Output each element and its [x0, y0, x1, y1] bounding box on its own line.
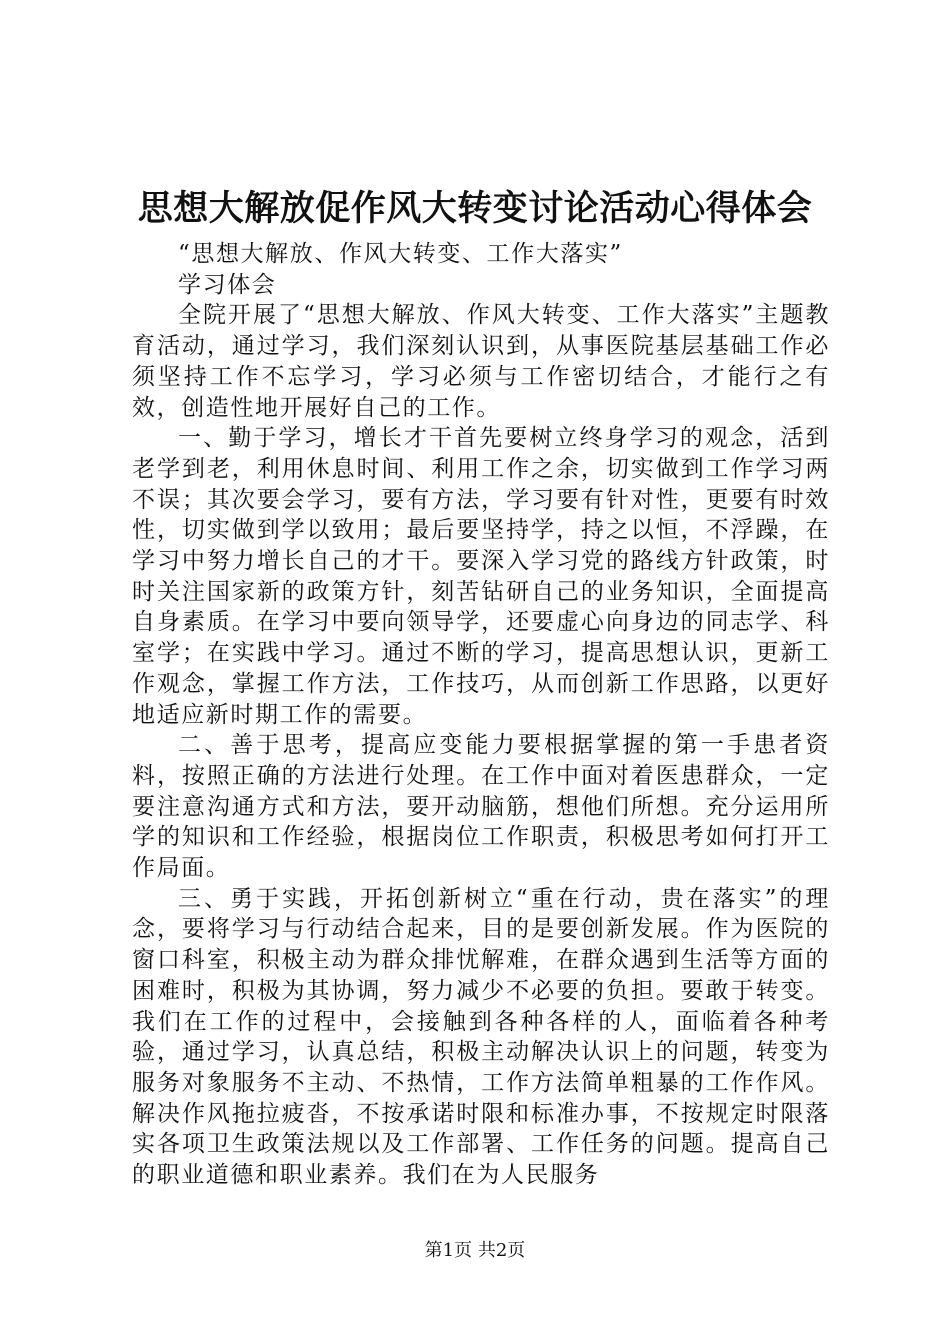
subtitle-line-2: 学习体会 [178, 271, 277, 298]
document-title: 思想大解放促作风大转变讨论活动心得体会 [137, 188, 813, 229]
paragraph-section-3: 三、勇于实践，开拓创新树立“重在行动，贵在落实”的理念，要将学习与行动结合起来，目的是要创新发展。作为医院的窗口科室，积极主动为群众排忧解难，在群众遇到生活等方面的困难时，积极为其协调，努力减少不必要的负担。要敢于转变。我们在工作的过程中，会接触到各种各样的人，面临着各种考验，通过学习，认真总结，积极主动解决认识上的问题，转变为服务对象服务不主动、不热情，工作方法简单粗暴的工作作风。解决作风拖拉疲沓，不按承诺时限和标准办事，不按规定时限落实各项卫生政策法规以及工作部署、工作任务的问题。提高自己的职业道德和职业素养。我们在为人民服务 [132, 885, 830, 1189]
paragraph-section-2: 二、善于思考，提高应变能力要根据掌握的第一手患者资料，按照正确的方法进行处理。在工作中面对着医患群众，一定要注意沟通方式和方法，要开动脑筋，想他们所想。充分运用所学的知识和工作经验，根据岗位工作职责，积极思考如何打开工作局面。 [132, 732, 830, 882]
paragraph-intro: 全院开展了“思想大解放、作风大转变、工作大落实”主题教育活动，通过学习，我们深刻认识到，从事医院基层基础工作必须坚持工作不忘学习，学习必须与工作密切结合，才能行之有效，创造性地开展好自己的工作。 [132, 302, 830, 421]
document-body [132, 239, 830, 1191]
subtitle-line-1: “思想大解放、作风大转变、工作大落实” [178, 241, 623, 267]
paragraph-section-1: 一、勤于学习，增长才干首先要树立终身学习的观念，活到老学到老，利用休息时间、利用工作之余，切实做到工作学习两不误；其次要会学习，要有方法，学习要有针对性，更要有时效性，切实做到学以致用；最后要坚持学，持之以恒，不浮躁，在学习中努力增长自己的才干。要深入学习党的路线方针政策，时时关注国家新的政策方针，刻苦钻研自己的业务知识，全面提高自身素质。在学习中要向领导学，还要虚心向身边的同志学、科室学；在实践中学习。通过不断的学习，提高思想认识，更新工作观念，掌握工作方法，工作技巧，从而创新工作思路，以更好地适应新时期工作的需要。 [132, 425, 830, 728]
page-indicator: 第1页 共2页 [424, 1240, 526, 1261]
page-footer [0, 1239, 950, 1263]
